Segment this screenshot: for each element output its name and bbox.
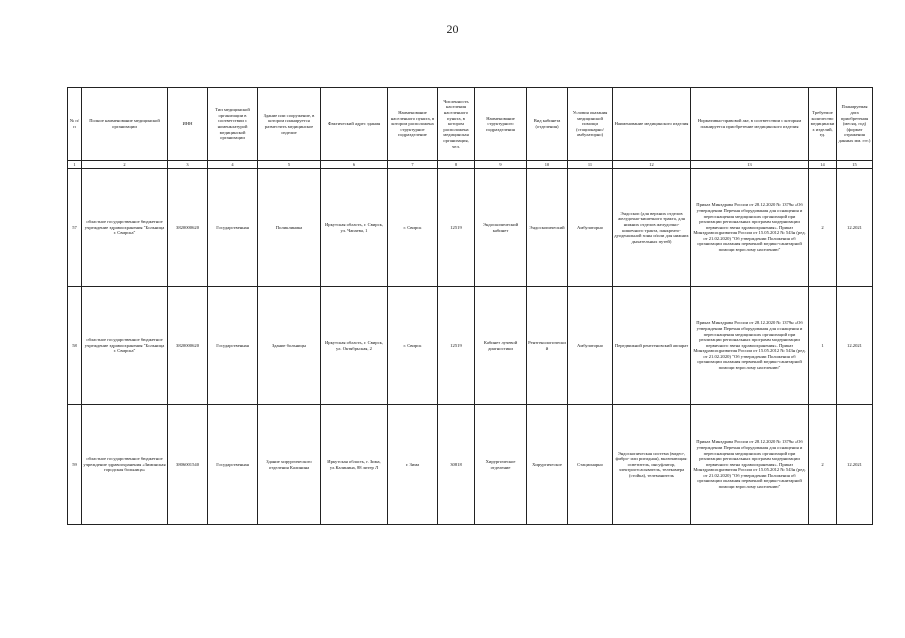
header-cell: Условия оказания медицинской помощи (стационарно/амбулаторно) — [568, 88, 613, 161]
legal-act: Приказ Минздрава России от 28.12.2020 № 1379н «Об утверждении Перечня оборудования для оснащения и переоснащения медицинских организаций при реализации региональных программ модернизации первичного звена здравоохранения». Приказ Минздравсоцразвития России от 15.05.2012 № 543н (ред. от 21.02.2020) "Об утверждении Положения об организации оказания первичной медико-санитарной помощи взрослому населению" — [691, 169, 809, 287]
header-cell: № п/п — [68, 88, 82, 161]
column-number: 2 — [82, 161, 168, 169]
purchase-date: 12.2021 — [837, 405, 873, 525]
table-row — [68, 169, 873, 287]
organization-name: областное государственное бюджетное учреждение здравоохранения «Зиминская городская больница» — [82, 405, 168, 525]
column-number: 11 — [568, 161, 613, 169]
cabinet-type: Эндоскопический — [527, 169, 568, 287]
header-cell: Наименование населенного пункта, в котором расположена структурное подразделение — [388, 88, 438, 161]
column-number: 3 — [168, 161, 208, 169]
medical-device: Эндоскопическая система (видео-, фибро- или ригидная), включающая: осветитель, инсуфлятор, электроотсасыватель, телекамера (стойка), телеманитель — [613, 405, 691, 525]
structural-unit: Хирургическое отделение — [475, 405, 527, 525]
legal-act: Приказ Минздрава России от 28.12.2020 № 1379н «Об утверждении Перечня оборудования для оснащения и переоснащения медицинских организаций при реализации региональных программ модернизации первичного звена здравоохранения». Приказ Минздравсоцразвития России от 15.05.2012 № 543н (ред. от 21.02.2020) "Об утверждении Положения об организации оказания первичной медико-санитарной помощи взрослому населению" — [691, 287, 809, 405]
header-cell: Требуемое количество медицинских изделий, ед. — [809, 88, 837, 161]
column-number: 4 — [208, 161, 258, 169]
header-cell: Тип медицинской организации в соответствии с номенклатурой медицинской организации — [208, 88, 258, 161]
header-cell: Здание или сооружение, в котором планируется разместить медицинское изделие — [258, 88, 321, 161]
inn: 3820000620 — [168, 169, 208, 287]
inn: 3820000620 — [168, 287, 208, 405]
organization-type: Государственная — [208, 169, 258, 287]
purchase-date: 12.2021 — [837, 287, 873, 405]
address: Иркутская область, г. Свирск, ул. Чапаева, 1 — [321, 169, 388, 287]
inn: 3806001540 — [168, 405, 208, 525]
address: Иркутская область, г. Свирск, ул. Октябрьская, 2 — [321, 287, 388, 405]
population: 30818 — [438, 405, 475, 525]
column-number: 7 — [388, 161, 438, 169]
population: 12519 — [438, 287, 475, 405]
column-number: 5 — [258, 161, 321, 169]
column-number: 15 — [837, 161, 873, 169]
care-conditions: Амбулаторно — [568, 287, 613, 405]
settlement: г. Свирск — [388, 287, 438, 405]
address: Иркутская область, г. Зима, ул.Калинина, 88 литер Л — [321, 405, 388, 525]
organization-type: Государственная — [208, 287, 258, 405]
header-cell: ИНН — [168, 88, 208, 161]
header-cell: Фактический адрес здания — [321, 88, 388, 161]
header-row — [68, 88, 873, 161]
purchase-date: 12.2021 — [837, 169, 873, 287]
table-row — [68, 405, 873, 525]
structural-unit: Кабинет лучевой диагностики — [475, 287, 527, 405]
cabinet-type: Рентгенологический — [527, 287, 568, 405]
column-number: 10 — [527, 161, 568, 169]
table-row — [68, 287, 873, 405]
column-number-row — [68, 161, 873, 169]
column-number: 1 — [68, 161, 82, 169]
header-cell: Планируемая дата приобретения (месяц, год) (формат отражения данных мм. ггг.) — [837, 88, 873, 161]
row-number: 58 — [68, 287, 82, 405]
quantity: 2 — [809, 405, 837, 525]
header-cell: Вид кабинета (отделения) — [527, 88, 568, 161]
settlement: г. Зима — [388, 405, 438, 525]
care-conditions: Амбулаторно — [568, 169, 613, 287]
quantity: 1 — [809, 287, 837, 405]
row-number: 57 — [68, 169, 82, 287]
page-number: 20 — [446, 22, 459, 36]
header-cell: Численность населения населенного пункта, в котором расположена медицинская организация, чел. — [438, 88, 475, 161]
legal-act: Приказ Минздрава России от 28.12.2020 № 1379н «Об утверждении Перечня оборудования для оснащения и переоснащения медицинских организаций при реализации региональных программ модернизации первичного звена здравоохранения». Приказ Минздравсоцразвития России от 15.05.2012 № 543н (ред. от 21.02.2020) "Об утверждении Положения об организации оказания первичной медико-санитарной помощи взрослому населению" — [691, 405, 809, 525]
medical-device: Эндоскоп (для верхних отделов желудочно-кишечного тракта, для нижних отделов желудочно-кишечного тракта, панкреато-дуоденальной зоны и/или для нижних дыхательных путей) — [613, 169, 691, 287]
header-cell: Полное наименование медицинской организации — [82, 88, 168, 161]
column-number: 14 — [809, 161, 837, 169]
population: 12519 — [438, 169, 475, 287]
care-conditions: Стационарно — [568, 405, 613, 525]
organization-name: областное государственное бюджетное учреждение здравоохранения "Больница г. Свирска" — [82, 169, 168, 287]
organization-type: Государственная — [208, 405, 258, 525]
cabinet-type: Хирургическое — [527, 405, 568, 525]
header-cell: Нормативно-правовой акт, в соответствии с которым планируется приобретение медицинского изделия — [691, 88, 809, 161]
column-number: 13 — [691, 161, 809, 169]
column-number: 6 — [321, 161, 388, 169]
column-number: 9 — [475, 161, 527, 169]
quantity: 2 — [809, 169, 837, 287]
header-cell: Наименование медицинского изделия — [613, 88, 691, 161]
column-number: 8 — [438, 161, 475, 169]
structural-unit: Эндоскопический кабинет — [475, 169, 527, 287]
building: Здание больницы — [258, 287, 321, 405]
header-cell: Наименование структурного подразделения — [475, 88, 527, 161]
row-number: 59 — [68, 405, 82, 525]
settlement: г. Свирск — [388, 169, 438, 287]
column-number: 12 — [613, 161, 691, 169]
registry-table — [67, 87, 873, 525]
medical-device: Передвижной рентгеновский аппарат — [613, 287, 691, 405]
building: Здание хирургического отделения Калинина — [258, 405, 321, 525]
building: Поликлиника — [258, 169, 321, 287]
organization-name: областное государственное бюджетное учреждение здравоохранения "Больница г. Свирска" — [82, 287, 168, 405]
